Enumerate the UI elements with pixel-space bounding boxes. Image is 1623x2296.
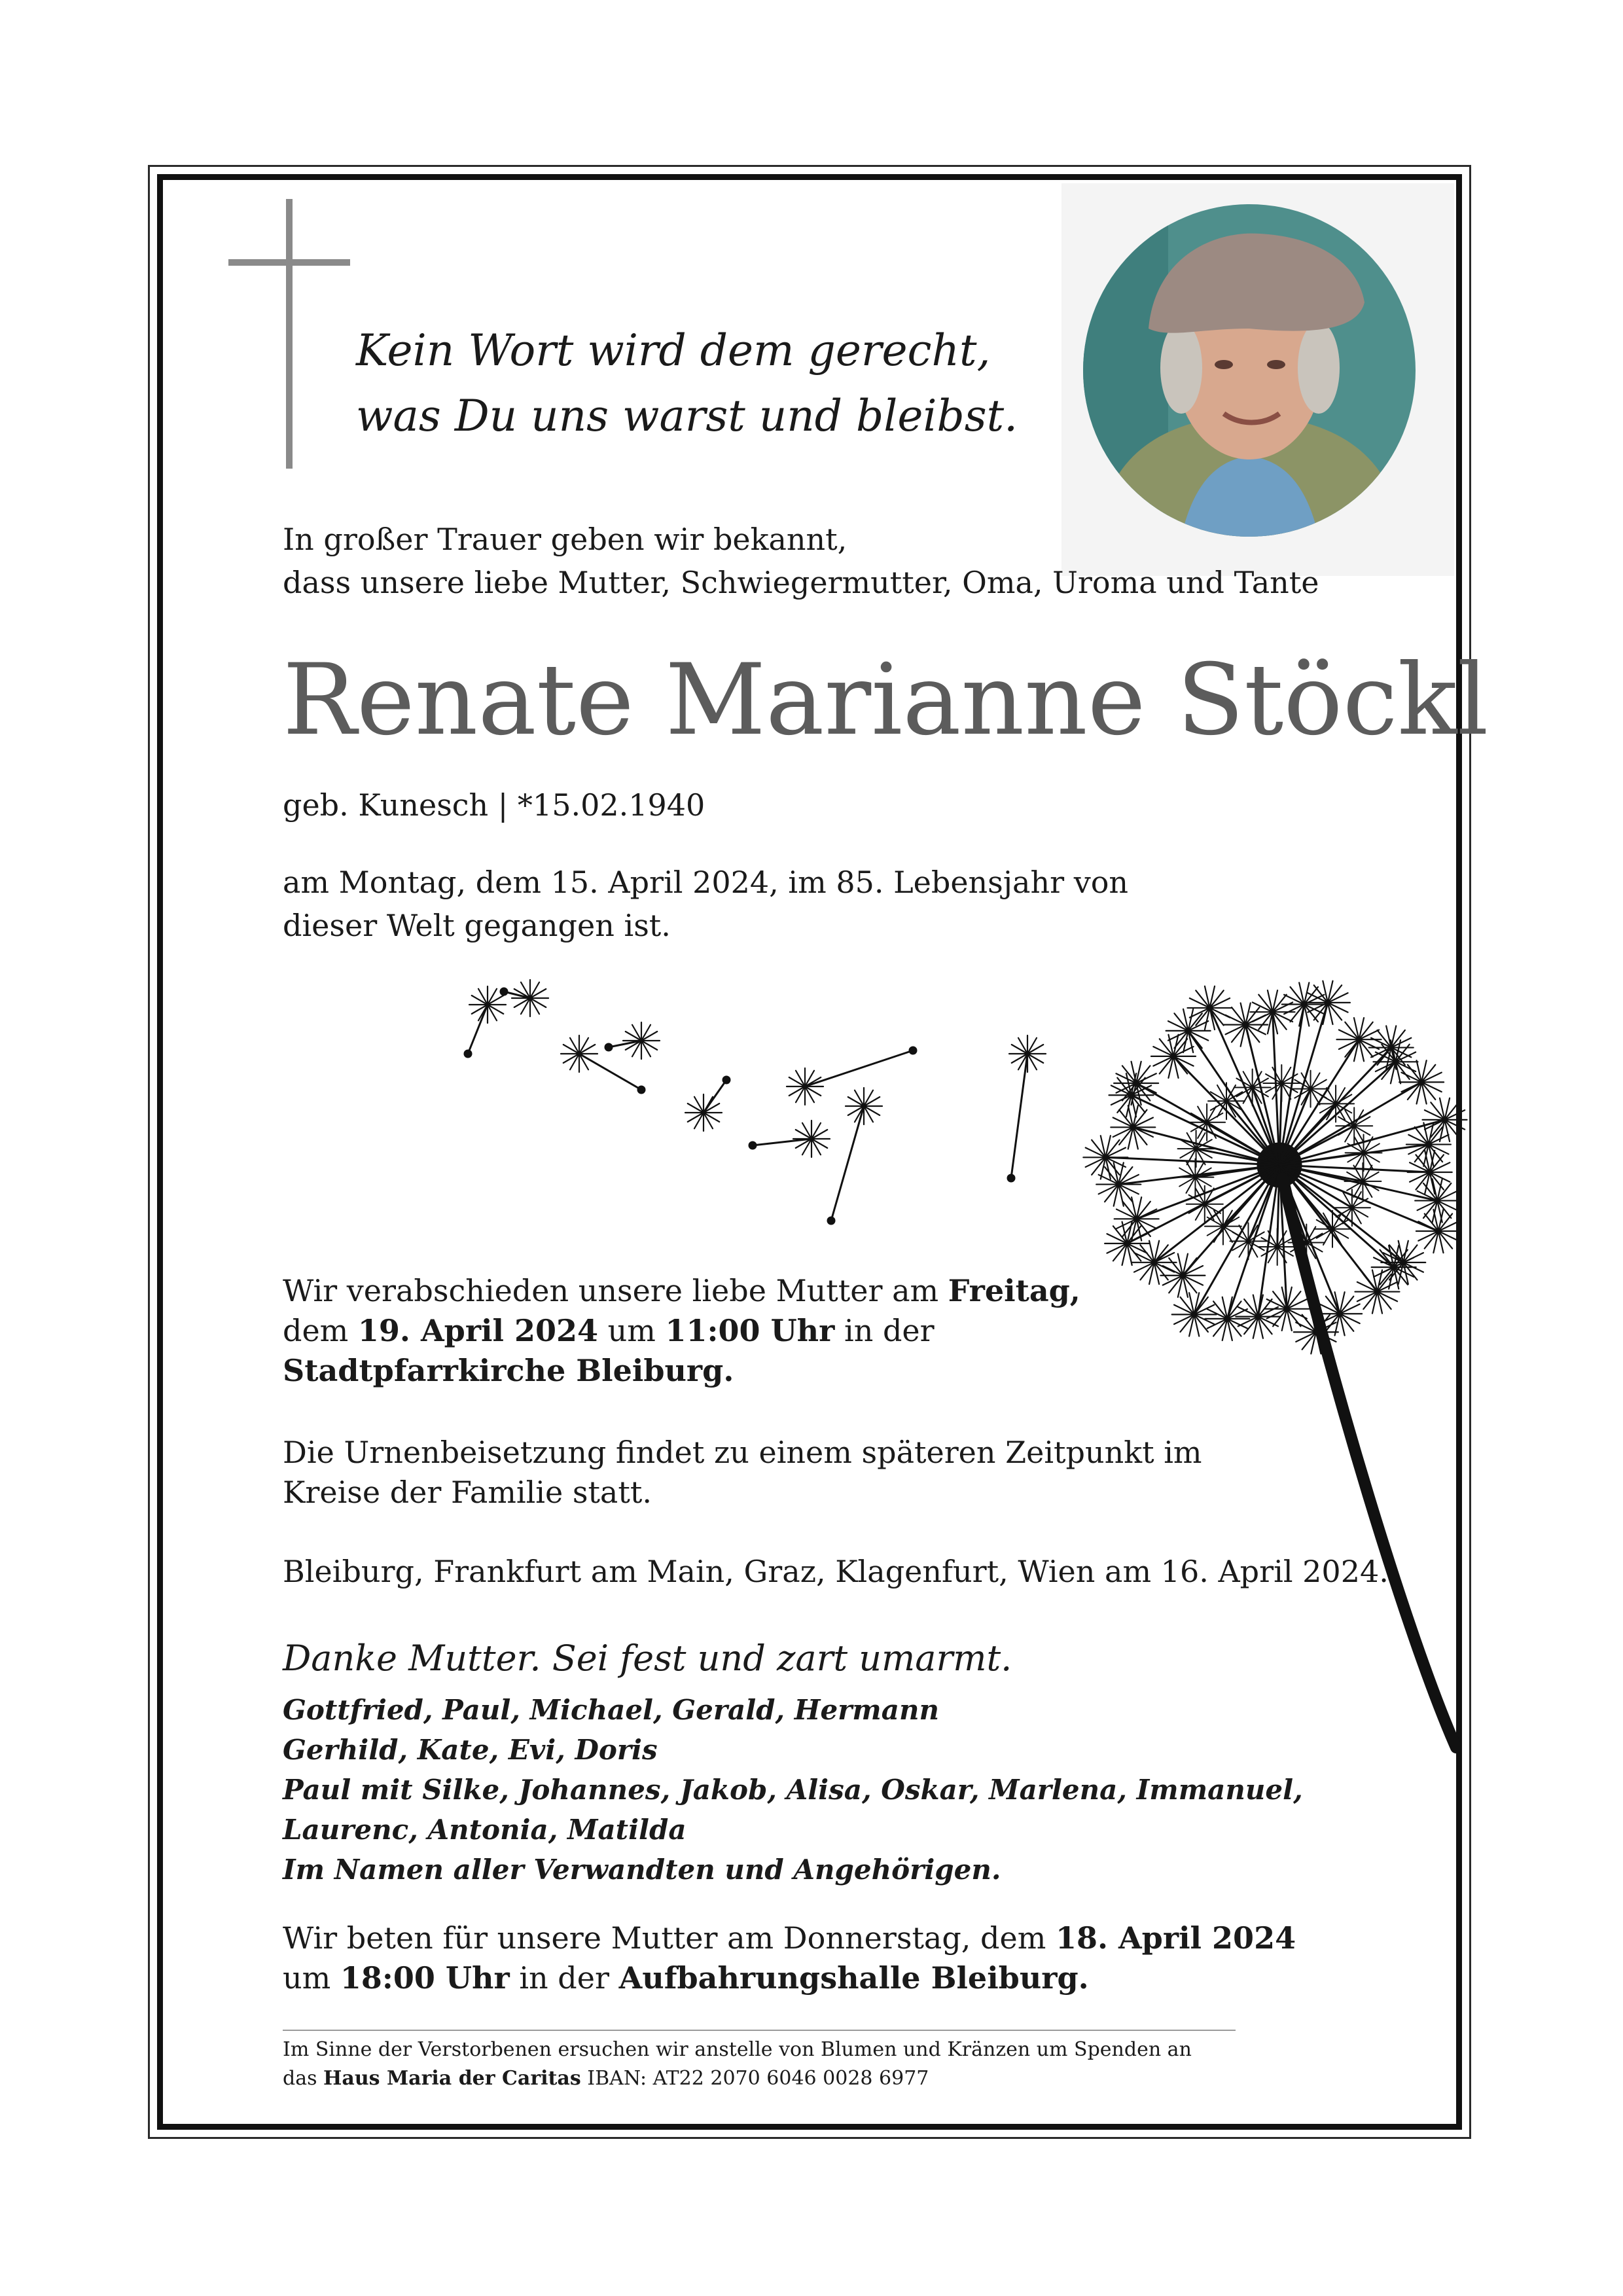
mourners-line: Im Namen aller Verwandten und Angehörigen. (283, 1854, 1001, 1886)
farewell-date: 19. April 2024 (357, 1313, 599, 1348)
prayer-location: Aufbahrungshalle Bleiburg. (618, 1960, 1089, 1996)
farewell-text: Wir verabschieden unsere liebe Mutter am (283, 1273, 948, 1308)
donation-iban: IBAN: AT22 2070 6046 0028 6977 (580, 2067, 929, 2090)
mourners-list (283, 1690, 1303, 1890)
death-line-2: dieser Welt gegangen ist. (283, 908, 671, 943)
farewell-location: Stadtpfarrkirche Bleiburg. (283, 1353, 734, 1388)
deceased-name: Renate Marianne Stöckl (283, 643, 1489, 757)
motto-line-1: Kein Wort wird dem gerecht, (356, 325, 991, 376)
farewell-text: dem (283, 1313, 358, 1348)
death-line-1: am Montag, dem 15. April 2024, im 85. Lebensjahr von (283, 865, 1129, 900)
donation-line-1: Im Sinne der Verstorbenen ersuchen wir anstelle von Blumen und Kränzen um Spenden an (283, 2038, 1192, 2061)
intro-line-2: dass unsere liebe Mutter, Schwiegermutter, Oma, Uroma und Tante (283, 565, 1319, 600)
divider (283, 2030, 1236, 2031)
mourners-line: Paul mit Silke, Johannes, Jakob, Alisa, Oskar, Marlena, Immanuel, (283, 1774, 1303, 1806)
mourners-line: Gerhild, Kate, Evi, Doris (283, 1734, 658, 1766)
prayer-line-2 (283, 1956, 1089, 2000)
prayer-text: um (283, 1960, 340, 1996)
mourners-line: Gottfried, Paul, Michael, Gerald, Hermann (283, 1694, 940, 1726)
dandelion-flower (1083, 981, 1467, 1354)
donation-text: das (283, 2067, 324, 2090)
prayer-text: in der (509, 1960, 619, 1996)
farewell-time: 11:00 Uhr (665, 1313, 835, 1348)
donation-line-2 (283, 2064, 1192, 2093)
prayer-time: 18:00 Uhr (340, 1960, 510, 1996)
mourners-line: Laurenc, Antonia, Matilda (283, 1814, 687, 1846)
donation-recipient: Haus Maria der Caritas (323, 2067, 581, 2090)
farewell-text: in der (834, 1313, 935, 1348)
farewell-text: um (598, 1313, 666, 1348)
dandelion-stem (1283, 1178, 1456, 1748)
urn-line-1: Die Urnenbeisetzung findet zu einem späteren Zeitpunkt im (283, 1435, 1202, 1470)
prayer-line-1 (283, 1916, 1296, 1960)
motto-line-2: was Du uns warst und bleibst. (356, 391, 1018, 441)
farewell-line-2 (283, 1309, 935, 1352)
prayer-date: 18. April 2024 (1055, 1920, 1296, 1956)
flying-seeds (464, 980, 1046, 1225)
birth-info: geb. Kunesch | *15.02.1940 (283, 787, 705, 823)
donation-note (283, 2036, 1192, 2093)
farewell-line-1 (283, 1269, 1080, 1312)
farewell-day: Freitag, (948, 1273, 1080, 1308)
intro-line-1: In großer Trauer geben wir bekannt, (283, 522, 847, 557)
place-date: Bleiburg, Frankfurt am Main, Graz, Klagenfurt, Wien am 16. April 2024. (283, 1554, 1389, 1589)
thanks-line: Danke Mutter. Sei fest und zart umarmt. (283, 1638, 1012, 1679)
prayer-text: Wir beten für unsere Mutter am Donnerstag, dem (283, 1920, 1056, 1956)
urn-line-2: Kreise der Familie statt. (283, 1475, 652, 1510)
